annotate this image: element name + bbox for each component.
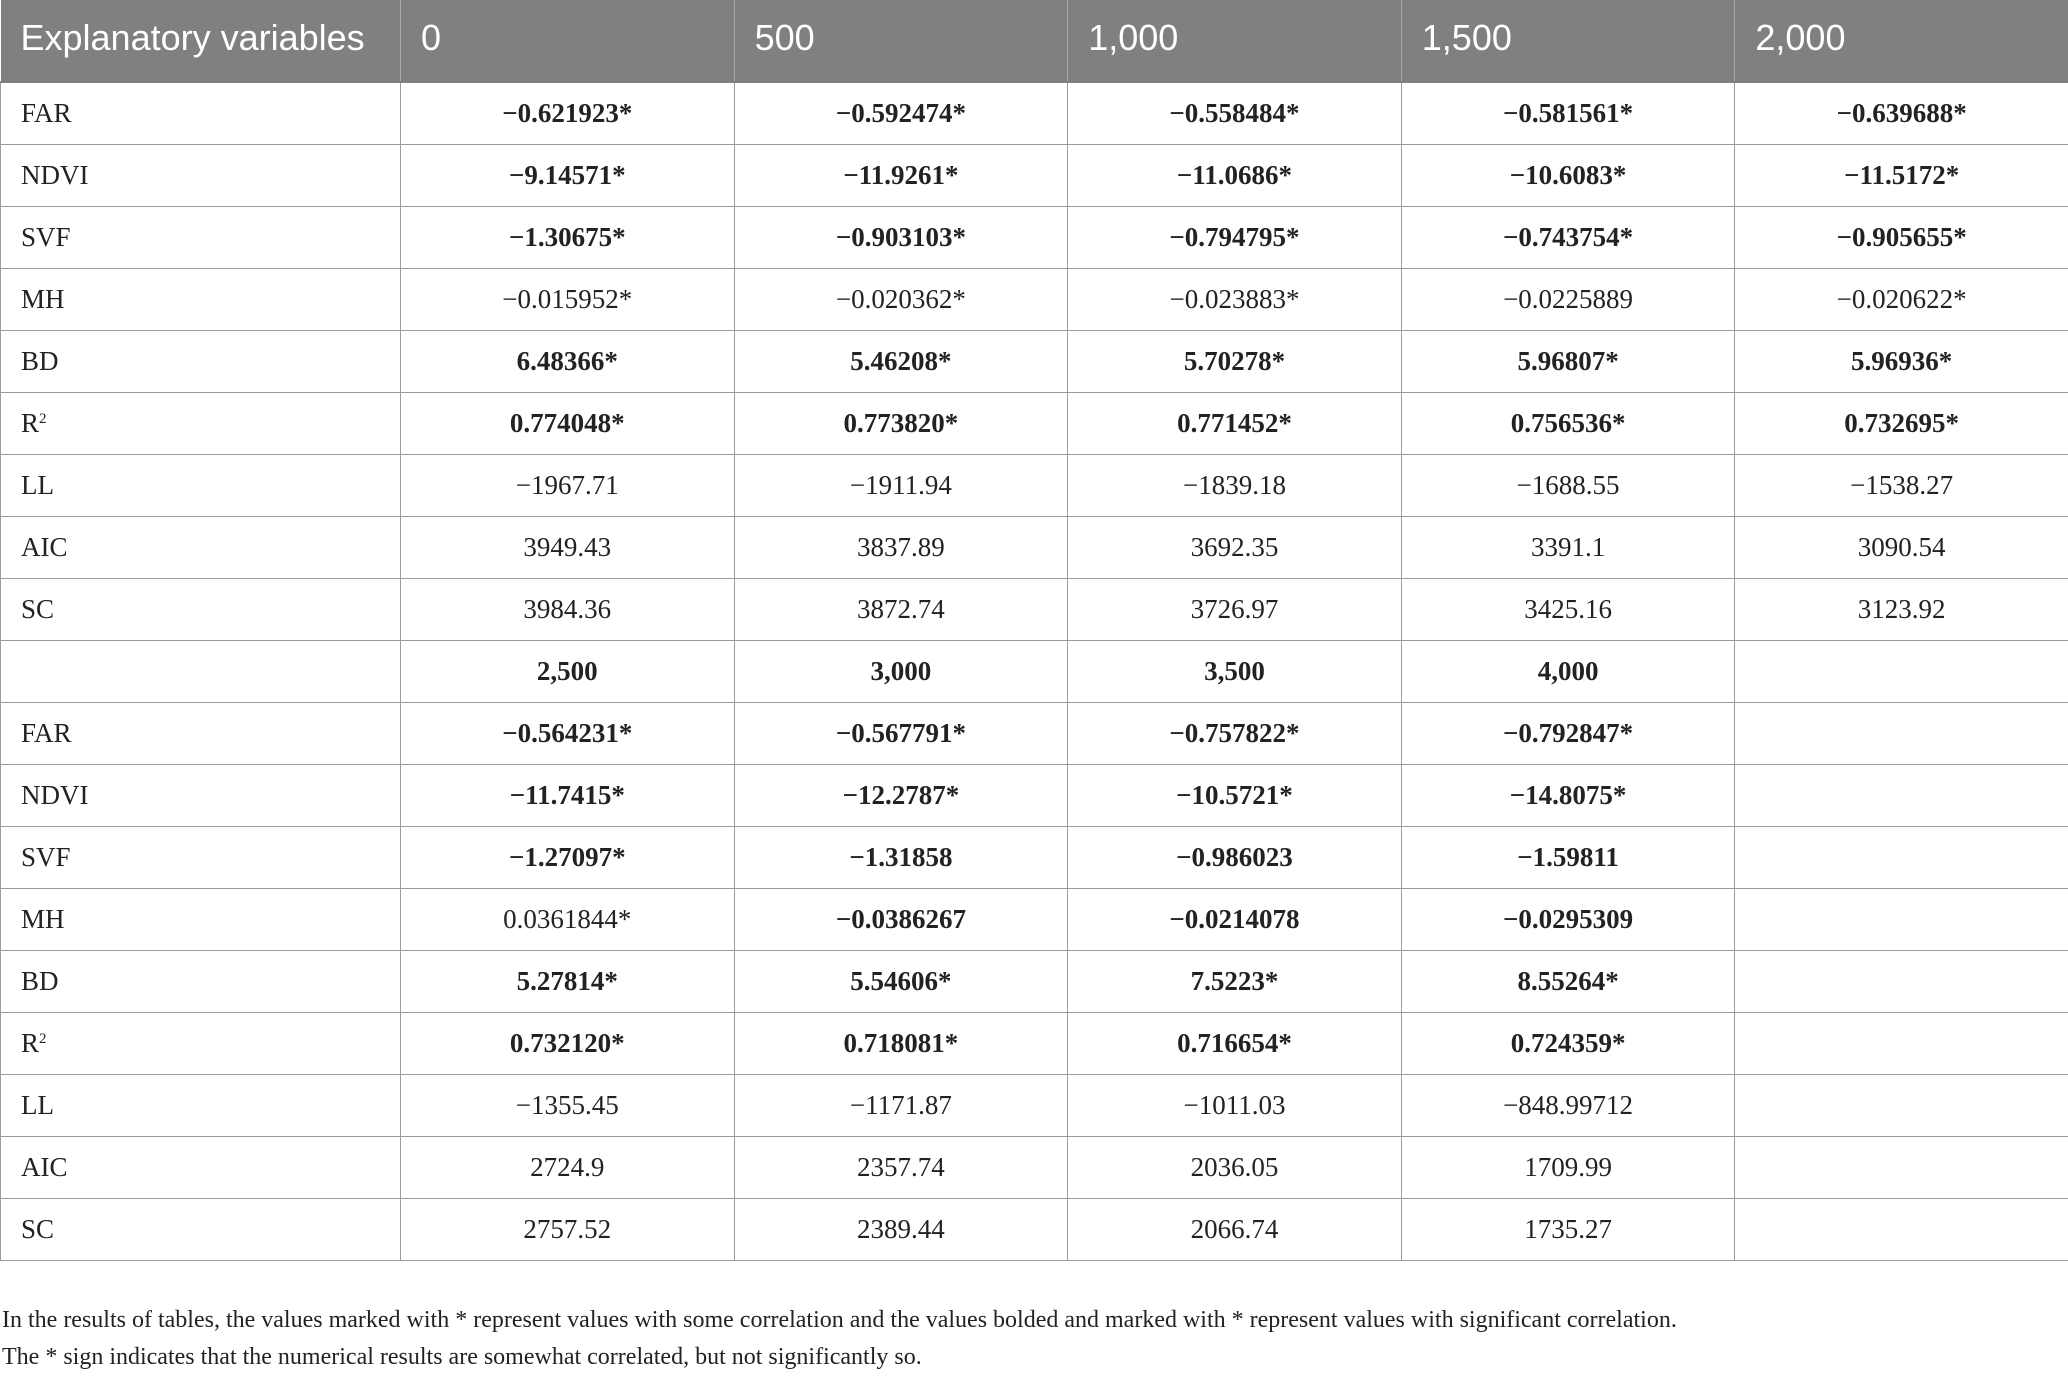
row-label-superscript: 2 <box>39 1030 47 1047</box>
table-cell: 8.55264* <box>1401 950 1735 1012</box>
table-row <box>1 206 2068 268</box>
row-label-text: SVF <box>21 841 71 872</box>
table-cell: −10.5721* <box>1068 764 1402 826</box>
table-cell <box>1735 1012 2068 1074</box>
row-label-text: AIC <box>21 1151 68 1182</box>
table-cell: −0.564231* <box>401 702 735 764</box>
table-row <box>1 330 2068 392</box>
table-cell: 2036.05 <box>1068 1136 1402 1198</box>
table-cell: 0.774048* <box>401 392 735 454</box>
table-cell: 5.46208* <box>734 330 1068 392</box>
row-label-text: MH <box>21 903 65 934</box>
row-label-text: R <box>21 1027 40 1058</box>
row-label <box>1 144 401 206</box>
row-label-superscript: 2 <box>39 410 47 427</box>
table-row <box>1 764 2068 826</box>
table-cell: −0.639688* <box>1735 82 2068 144</box>
row-label <box>1 392 401 454</box>
table-cell: −0.757822* <box>1068 702 1402 764</box>
header-distance: 1,000 <box>1068 0 1402 82</box>
header-distance: 500 <box>734 0 1068 82</box>
table-cell: 0.771452* <box>1068 392 1402 454</box>
table-cell: 0.732695* <box>1735 392 2068 454</box>
table-cell: 2757.52 <box>401 1198 735 1260</box>
subheader-distance: 3,000 <box>734 640 1068 702</box>
table-cell: 5.70278* <box>1068 330 1402 392</box>
table-cell: 0.732120* <box>401 1012 735 1074</box>
table-cell: 5.54606* <box>734 950 1068 1012</box>
row-label-text: LL <box>21 1089 54 1120</box>
row-label-text: SC <box>21 593 55 624</box>
table-cell: −1.30675* <box>401 206 735 268</box>
table-cell: 3726.97 <box>1068 578 1402 640</box>
table-cell: −0.592474* <box>734 82 1068 144</box>
row-label <box>1 950 401 1012</box>
table-cell: −11.0686* <box>1068 144 1402 206</box>
subheader-label <box>1 640 401 702</box>
table-cell <box>1735 1198 2068 1260</box>
table-row <box>1 1198 2068 1260</box>
table-cell: −0.794795* <box>1068 206 1402 268</box>
row-label <box>1 1012 401 1074</box>
row-label-text: NDVI <box>21 159 89 190</box>
table-cell: −0.023883* <box>1068 268 1402 330</box>
row-label-text: FAR <box>21 717 72 748</box>
row-label <box>1 1136 401 1198</box>
table-cell: −0.621923* <box>401 82 735 144</box>
row-label <box>1 330 401 392</box>
table-footnote: The * sign indicates that the numerical results are somewhat correlated, but not significantly so. <box>2 1344 922 1370</box>
subheader-distance: 3,500 <box>1068 640 1402 702</box>
table-cell: −11.5172* <box>1735 144 2068 206</box>
header-distance: 0 <box>401 0 735 82</box>
table-cell: 3090.54 <box>1735 516 2068 578</box>
table-cell: 0.716654* <box>1068 1012 1402 1074</box>
row-label <box>1 702 401 764</box>
table-cell: −1.59811 <box>1401 826 1735 888</box>
table-row <box>1 888 2068 950</box>
row-label-text: NDVI <box>21 779 89 810</box>
table-cell: −0.015952* <box>401 268 735 330</box>
table-row <box>1 578 2068 640</box>
table-cell: −1355.45 <box>401 1074 735 1136</box>
table-cell: 1709.99 <box>1401 1136 1735 1198</box>
table-cell: −1839.18 <box>1068 454 1402 516</box>
table-cell: 3949.43 <box>401 516 735 578</box>
table-row <box>1 392 2068 454</box>
table-cell <box>1735 1136 2068 1198</box>
row-label <box>1 268 401 330</box>
table-cell: 3837.89 <box>734 516 1068 578</box>
table-cell: 5.96807* <box>1401 330 1735 392</box>
table-cell: 3123.92 <box>1735 578 2068 640</box>
table-cell: 0.756536* <box>1401 392 1735 454</box>
row-label-text: R <box>21 407 40 438</box>
table-cell <box>1735 826 2068 888</box>
table-cell <box>1735 764 2068 826</box>
table-cell: −0.558484* <box>1068 82 1402 144</box>
table-row <box>1 268 2068 330</box>
header-distance: 2,000 <box>1735 0 2068 82</box>
row-label <box>1 206 401 268</box>
row-label <box>1 516 401 578</box>
table-row <box>1 516 2068 578</box>
table-row <box>1 1012 2068 1074</box>
table-cell: −0.0386267 <box>734 888 1068 950</box>
table-cell: −11.9261* <box>734 144 1068 206</box>
table-cell: 1735.27 <box>1401 1198 1735 1260</box>
table-cell: −1011.03 <box>1068 1074 1402 1136</box>
table-row <box>1 826 2068 888</box>
row-label-text: AIC <box>21 531 68 562</box>
row-label-text: FAR <box>21 97 72 128</box>
table-row <box>1 1136 2068 1198</box>
row-label <box>1 82 401 144</box>
table-row <box>1 82 2068 144</box>
table-row <box>1 144 2068 206</box>
table-cell: −1688.55 <box>1401 454 1735 516</box>
table-cell: 2389.44 <box>734 1198 1068 1260</box>
table-cell: 2724.9 <box>401 1136 735 1198</box>
row-label-text: SC <box>21 1213 55 1244</box>
row-label <box>1 1198 401 1260</box>
table-cell: −1911.94 <box>734 454 1068 516</box>
row-label <box>1 454 401 516</box>
row-label <box>1 1074 401 1136</box>
table-cell: −1967.71 <box>401 454 735 516</box>
table-cell: −9.14571* <box>401 144 735 206</box>
table-cell: −0.567791* <box>734 702 1068 764</box>
table-cell: −0.792847* <box>1401 702 1735 764</box>
table-cell: −12.2787* <box>734 764 1068 826</box>
table-cell: 5.27814* <box>401 950 735 1012</box>
table-cell: −14.8075* <box>1401 764 1735 826</box>
row-label <box>1 826 401 888</box>
table-cell: 3872.74 <box>734 578 1068 640</box>
table-cell: −1171.87 <box>734 1074 1068 1136</box>
row-label-text: BD <box>21 965 59 996</box>
table-cell: 6.48366* <box>401 330 735 392</box>
row-label-text: MH <box>21 283 65 314</box>
table-cell: 0.0361844* <box>401 888 735 950</box>
table-cell: −0.020362* <box>734 268 1068 330</box>
table-cell: 5.96936* <box>1735 330 2068 392</box>
table-notes <box>0 1302 1677 1376</box>
table-cell <box>1735 888 2068 950</box>
table-cell: −10.6083* <box>1401 144 1735 206</box>
table-cell: −1.27097* <box>401 826 735 888</box>
table-cell: −1.31858 <box>734 826 1068 888</box>
subheader-row <box>1 640 2068 702</box>
table-row <box>1 702 2068 764</box>
table-row <box>1 1074 2068 1136</box>
table-cell: −0.581561* <box>1401 82 1735 144</box>
table-cell: −0.0225889 <box>1401 268 1735 330</box>
table-cell: −11.7415* <box>401 764 735 826</box>
table-cell <box>1735 950 2068 1012</box>
table-cell: −0.903103* <box>734 206 1068 268</box>
header-distance: 1,500 <box>1401 0 1735 82</box>
table-cell: 0.724359* <box>1401 1012 1735 1074</box>
row-label <box>1 764 401 826</box>
table-cell: 2066.74 <box>1068 1198 1402 1260</box>
header-variable-label: Explanatory variables <box>1 0 401 82</box>
row-label <box>1 578 401 640</box>
header-row <box>1 0 2068 82</box>
row-label-text: SVF <box>21 221 71 252</box>
table-cell: −848.99712 <box>1401 1074 1735 1136</box>
table-cell: 3692.35 <box>1068 516 1402 578</box>
table-cell: −0.986023 <box>1068 826 1402 888</box>
table-cell: −1538.27 <box>1735 454 2068 516</box>
subheader-distance: 4,000 <box>1401 640 1735 702</box>
table-cell: −0.0295309 <box>1401 888 1735 950</box>
table-cell: 3425.16 <box>1401 578 1735 640</box>
table-cell: 2357.74 <box>734 1136 1068 1198</box>
table-cell: −0.0214078 <box>1068 888 1402 950</box>
table-body <box>1 82 2068 1260</box>
table-cell: 0.773820* <box>734 392 1068 454</box>
table-cell: 3391.1 <box>1401 516 1735 578</box>
table-cell: −0.743754* <box>1401 206 1735 268</box>
table-row <box>1 454 2068 516</box>
subheader-distance: 2,500 <box>401 640 735 702</box>
table-cell: −0.020622* <box>1735 268 2068 330</box>
subheader-distance <box>1735 640 2068 702</box>
table-cell: 0.718081* <box>734 1012 1068 1074</box>
row-label-text: BD <box>21 345 59 376</box>
table-cell: 3984.36 <box>401 578 735 640</box>
table-cell <box>1735 1074 2068 1136</box>
table-cell <box>1735 702 2068 764</box>
row-label <box>1 888 401 950</box>
row-label-text: LL <box>21 469 54 500</box>
table-cell: 7.5223* <box>1068 950 1402 1012</box>
table-cell: −0.905655* <box>1735 206 2068 268</box>
table-footnote: In the results of tables, the values marked with * represent values with some correlation and the values bolded and marked with * represent values with significant correlation. <box>2 1307 1677 1333</box>
table-row <box>1 950 2068 1012</box>
